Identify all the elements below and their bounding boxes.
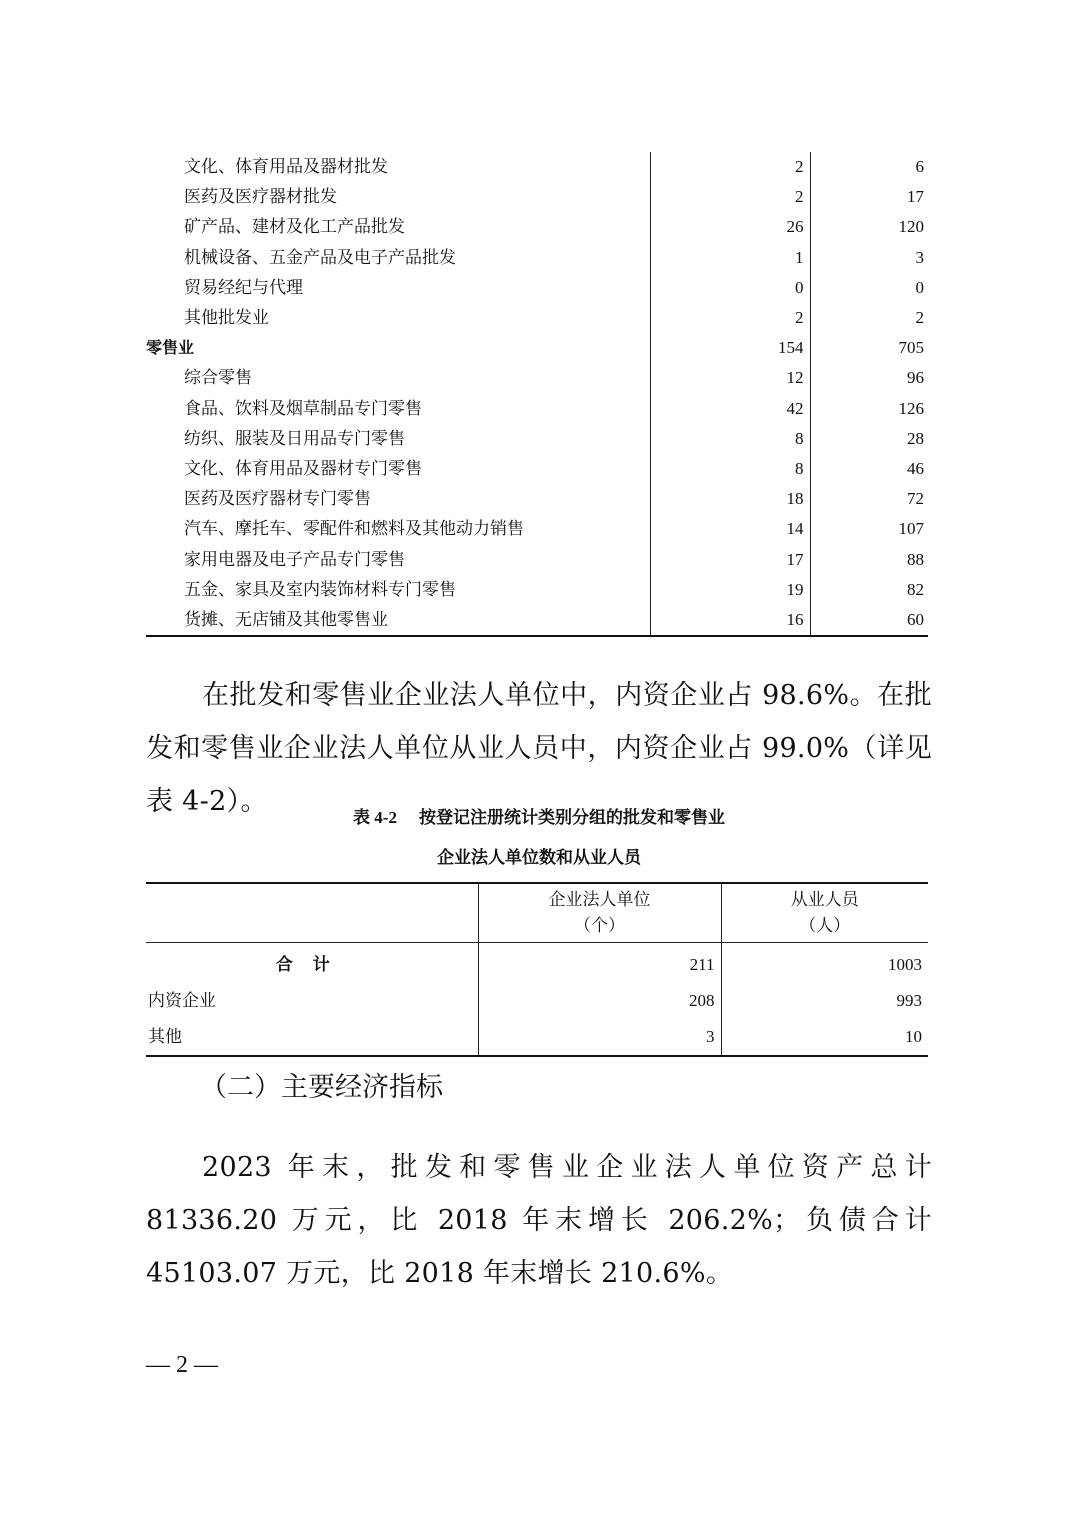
row-label: 矿产品、建材及化工产品批发 bbox=[184, 217, 405, 238]
units-cell: 18 bbox=[650, 484, 810, 514]
row-label: 纺织、服装及日用品专门零售 bbox=[184, 428, 405, 449]
units-cell: 26 bbox=[650, 212, 810, 242]
units-cell: 17 bbox=[650, 544, 810, 574]
table-row bbox=[146, 363, 928, 393]
total-label: 合计 bbox=[275, 955, 350, 975]
header-employees bbox=[721, 883, 928, 943]
header-units bbox=[478, 883, 721, 943]
table-row bbox=[146, 484, 928, 514]
table-row bbox=[146, 514, 928, 544]
row-label: 货摊、无店铺及其他零售业 bbox=[146, 605, 650, 636]
page-number: — 2 — bbox=[146, 1352, 218, 1378]
row-label: 其他批发业 bbox=[184, 308, 269, 329]
table-row bbox=[146, 182, 928, 212]
table-row bbox=[146, 605, 928, 636]
employees-cell: 126 bbox=[810, 394, 928, 424]
table-row bbox=[146, 273, 928, 303]
employees-cell: 3 bbox=[810, 243, 928, 273]
industry-table bbox=[146, 152, 928, 637]
units-cell: 211 bbox=[478, 943, 721, 984]
registration-type-table bbox=[146, 882, 928, 1057]
table-row bbox=[146, 212, 928, 242]
table-row bbox=[146, 575, 928, 605]
section-heading: （二）主要经济指标 bbox=[200, 1072, 443, 1103]
employees-cell: 88 bbox=[810, 544, 928, 574]
table-row bbox=[146, 152, 928, 182]
employees-cell: 10 bbox=[721, 1019, 928, 1056]
units-cell: 2 bbox=[650, 303, 810, 333]
units-cell: 8 bbox=[650, 424, 810, 454]
header-employees-unit: （人） bbox=[799, 916, 851, 936]
row-label: 机械设备、五金产品及电子产品批发 bbox=[184, 247, 456, 268]
row-label: 汽车、摩托车、零配件和燃料及其他动力销售 bbox=[184, 519, 524, 540]
table-row bbox=[146, 424, 928, 454]
header-units-unit: （个） bbox=[574, 916, 625, 936]
table-caption bbox=[146, 803, 932, 828]
employees-cell: 0 bbox=[810, 273, 928, 303]
units-cell: 42 bbox=[650, 394, 810, 424]
units-cell: 208 bbox=[478, 983, 721, 1019]
row-label: 文化、体育用品及器材专门零售 bbox=[184, 458, 422, 479]
table-row bbox=[146, 303, 928, 333]
header-units-label: 企业法人单位 bbox=[548, 890, 651, 910]
units-cell: 16 bbox=[650, 605, 810, 636]
employees-cell: 120 bbox=[810, 212, 928, 242]
table-row-total bbox=[146, 943, 928, 984]
header-employees-label: 从业人员 bbox=[790, 890, 859, 910]
row-label: 文化、体育用品及器材批发 bbox=[184, 157, 388, 178]
employees-cell: 17 bbox=[810, 182, 928, 212]
table-title: 按登记注册统计类别分组的批发和零售业 bbox=[418, 808, 725, 828]
units-cell: 154 bbox=[650, 333, 810, 363]
table-caption-line2: 企业法人单位数和从业人员 bbox=[437, 848, 641, 868]
units-cell: 14 bbox=[650, 514, 810, 544]
employees-cell: 705 bbox=[810, 333, 928, 363]
units-cell: 8 bbox=[650, 454, 810, 484]
employees-cell: 28 bbox=[810, 424, 928, 454]
row-label: 家用电器及电子产品专门零售 bbox=[184, 549, 405, 570]
row-label: 综合零售 bbox=[184, 368, 252, 389]
header-blank bbox=[146, 883, 478, 943]
units-cell: 3 bbox=[478, 1019, 721, 1056]
employees-cell: 1003 bbox=[721, 943, 928, 984]
employees-cell: 6 bbox=[810, 152, 928, 182]
table-number: 表 4-2 bbox=[353, 808, 397, 827]
table-header-row bbox=[146, 883, 928, 943]
row-label: 其他 bbox=[148, 1027, 182, 1047]
employees-cell: 96 bbox=[810, 363, 928, 393]
table-row bbox=[146, 1019, 928, 1056]
table-row bbox=[146, 983, 928, 1019]
row-label: 贸易经纪与代理 bbox=[184, 277, 303, 298]
employees-cell: 72 bbox=[810, 484, 928, 514]
body-paragraph: 在批发和零售业企业法人单位中，内资企业占 98.6%。在批发和零售业企业法人单位从业人员中，内资企业占 99.0%（详见表 4-2）。 bbox=[146, 680, 932, 817]
table-row bbox=[146, 454, 928, 484]
units-cell: 1 bbox=[650, 243, 810, 273]
units-cell: 0 bbox=[650, 273, 810, 303]
table-row-category bbox=[146, 333, 928, 363]
employees-cell: 107 bbox=[810, 514, 928, 544]
units-cell: 12 bbox=[650, 363, 810, 393]
units-cell: 2 bbox=[650, 182, 810, 212]
row-label: 五金、家具及室内装饰材料专门零售 bbox=[184, 579, 456, 600]
employees-cell: 46 bbox=[810, 454, 928, 484]
units-cell: 2 bbox=[650, 152, 810, 182]
employees-cell: 60 bbox=[810, 605, 928, 636]
table-row bbox=[146, 394, 928, 424]
employees-cell: 2 bbox=[810, 303, 928, 333]
table-row bbox=[146, 544, 928, 574]
table-row bbox=[146, 243, 928, 273]
employees-cell: 993 bbox=[721, 983, 928, 1019]
employees-cell: 82 bbox=[810, 575, 928, 605]
row-label: 食品、饮料及烟草制品专门零售 bbox=[184, 398, 422, 419]
row-label: 医药及医疗器材批发 bbox=[184, 187, 337, 208]
body-paragraph: 2023 年末，批发和零售业企业法人单位资产总计 81336.20 万元，比 2018 年末增长 206.2%；负债合计 45103.07 万元，比 2018 年末增长 210.6%。 bbox=[146, 1152, 932, 1289]
row-label: 医药及医疗器材专门零售 bbox=[184, 489, 371, 510]
row-label: 内资企业 bbox=[148, 991, 216, 1011]
units-cell: 19 bbox=[650, 575, 810, 605]
category-label: 零售业 bbox=[146, 338, 195, 358]
